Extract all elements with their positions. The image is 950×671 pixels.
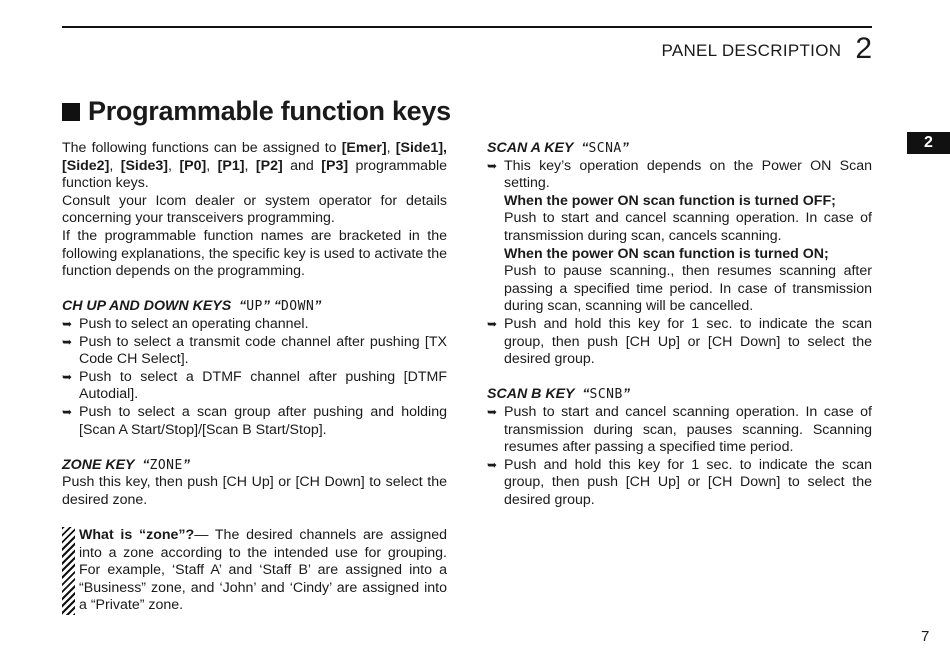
page-number: 7 (921, 628, 930, 645)
section-title-text: Programmable function keys (88, 96, 451, 126)
right-column (487, 140, 872, 509)
intro-paragraph-2: Consult your Icom dealer or system operator for details concerning your transceivers programming. (62, 192, 447, 227)
intro-paragraph-3: If the programmable function names are bracketed in the following explanations, the specific key is used to activate the function depends on the programming. (62, 227, 447, 280)
left-column (62, 140, 447, 615)
list-item: ➥ This key’s operation depends on the Power ON Scan setting. When the power ON scan function is turned OFF; Push to start and cancel scanning operation. In case of transmission during scan, cancels scanning. When the power ON scan function is turned ON; Push to pause scanning., then resumes scanning after passing a specified time period. In case of transmission during scan, scanning will be cancelled. (487, 157, 872, 315)
intro-paragraph-1: The following functions can be assigned to [Emer], [Side1], [Side2], [Side3], [P0], [P1], [P2] and [P3] programmable function keys. (62, 140, 448, 192)
header-title: PANEL DESCRIPTION (661, 41, 842, 60)
list-item: ➥ Push to start and cancel scanning operation. In case of transmission during scan, pauses scanning. Scanning resumes after passing a specified time period. (487, 403, 872, 456)
list-item: ➥ Push to select an operating channel. (62, 315, 309, 332)
list-item: ➥ Push to select a transmit code channel after pushing [TX Code CH Select]. (62, 333, 447, 368)
display-scna: SCNA (588, 141, 622, 156)
hatched-bar-icon (62, 527, 75, 615)
right-arrow-bullet-icon: ➥ (487, 316, 498, 331)
display-zone: ZONE (149, 457, 183, 473)
scan-b-heading: SCAN B KEY “SCNB” (487, 386, 630, 403)
page-header (661, 34, 872, 64)
chapter-side-tab: 2 (907, 132, 950, 154)
ch-keys-heading: CH UP AND DOWN KEYS “UP” “DOWN” (62, 298, 322, 315)
zone-note (62, 527, 447, 615)
list-item: ➥ Push to select a scan group after pushing and holding [Scan A Start/Stop]/[Scan B Start/Stop]. (62, 403, 447, 438)
zone-key-text: Push this key, then push [CH Up] or [CH Down] to select the desired zone. (62, 474, 447, 508)
chapter-number: 2 (855, 32, 872, 65)
right-arrow-bullet-icon: ➥ (62, 334, 73, 349)
zone-key-heading: ZONE KEY “ZONE” (62, 456, 190, 473)
right-arrow-bullet-icon: ➥ (62, 316, 73, 331)
right-arrow-bullet-icon: ➥ (62, 369, 73, 384)
square-bullet-icon (62, 103, 80, 121)
list-item: ➥ Push to select a DTMF channel after pushing [DTMF Autodial]. (62, 368, 447, 403)
list-item: ➥ Push and hold this key for 1 sec. to indicate the scan group, then push [CH Up] or [CH Down] to select the desired group. (487, 315, 872, 368)
section-title (62, 96, 451, 127)
right-arrow-bullet-icon: ➥ (62, 404, 73, 419)
right-arrow-bullet-icon: ➥ (487, 457, 498, 472)
note-text: — The desired channels are assigned into a zone according to the intended use for grouping. For example, ‘Staff A’ and ‘Staff B’ are assigned into a “Business” zone, and ‘John’ and ‘Cindy’ are assigned into a “Private” zone. (79, 527, 447, 614)
power-on-scan-on-heading: When the power ON scan function is turned ON; (504, 245, 829, 262)
right-arrow-bullet-icon: ➥ (487, 158, 498, 173)
scan-a-heading: SCAN A KEY “SCNA” (487, 140, 629, 156)
top-rule (62, 26, 872, 28)
display-scnb: SCNB (589, 387, 623, 403)
power-on-scan-off-heading: When the power ON scan function is turned OFF; (504, 192, 836, 209)
right-arrow-bullet-icon: ➥ (487, 404, 498, 419)
display-up: UP (246, 299, 263, 315)
display-down: DOWN (280, 299, 315, 315)
note-lead: What is “zone”? (79, 527, 195, 544)
list-item: ➥ Push and hold this key for 1 sec. to indicate the scan group, then push [CH Up] or [CH Down] to select the desired group. (487, 456, 872, 508)
